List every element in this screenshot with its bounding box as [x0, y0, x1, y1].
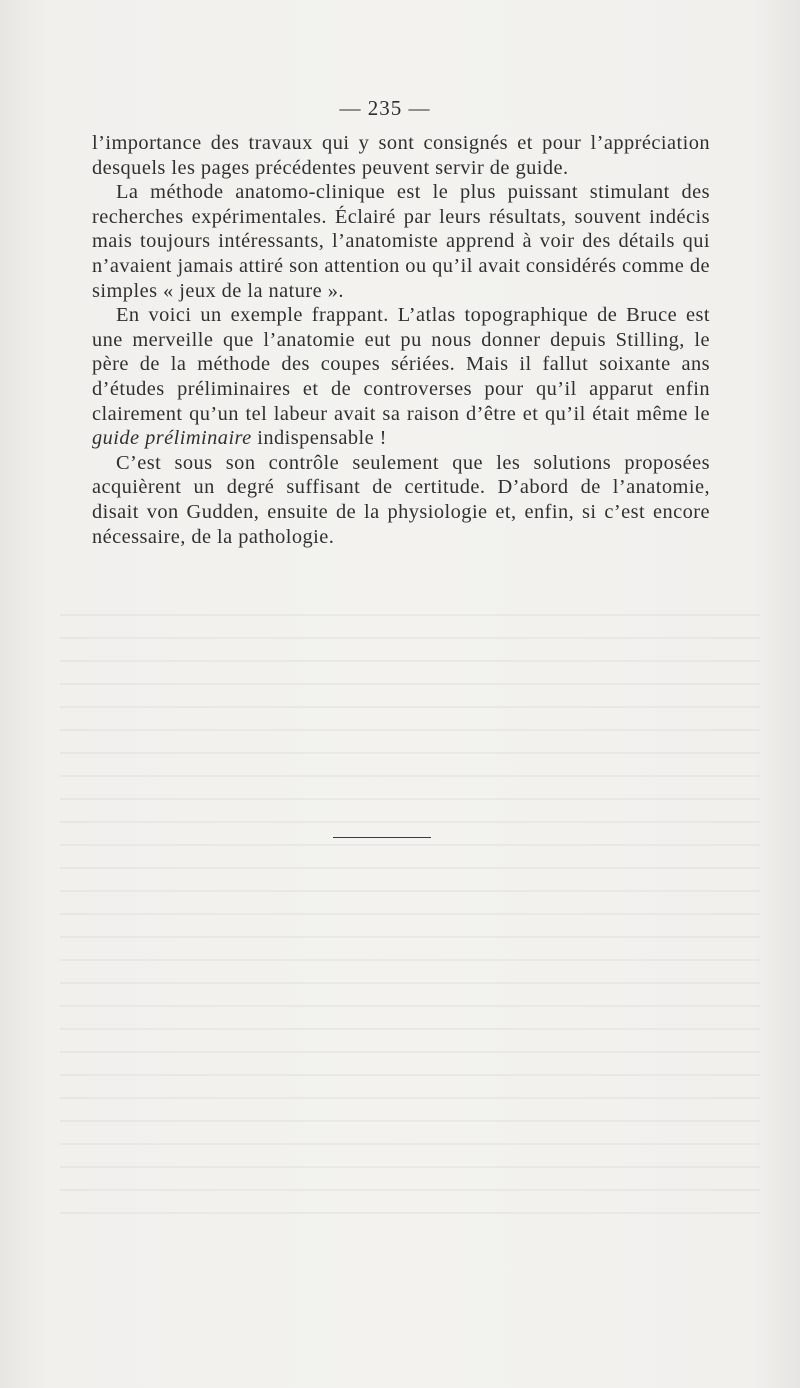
paragraph-2: La méthode anatomo-clinique est le plus puissant stimulant des recherches expérimentales. Éclairé par leurs résultats, souvent indécis mais toujours intéressants, l’anatomiste apprend à voir des détails qui n’avaient jamais attiré son attention ou qu’il avait considérés comme de simples « jeux de la nature ».: [92, 181, 710, 302]
paragraph-3: [92, 303, 710, 451]
paragraph-4: C’est sous son contrôle seulement que les solutions proposées acquièrent un degré suffisant de certitude. D’abord de l’anatomie, disait von Gudden, ensuite de la physiologie et, enfin, si c’est encore nécessaire, de la pathologie.: [92, 451, 710, 548]
italic-phrase: guide préliminaire: [92, 427, 252, 450]
body-text: [92, 131, 710, 549]
section-divider: [333, 837, 431, 838]
page-number: — 235 —: [339, 96, 431, 120]
reverse-side-show-through: [60, 600, 760, 1220]
paragraph-1: l’importance des travaux qui y sont consignés et pour l’appréciation desquels les pages précédentes peuvent servir de guide.: [92, 132, 710, 179]
paragraph-3-tail: indispensable !: [251, 427, 387, 450]
paragraph-3-text: En voici un exemple frappant. L’atlas topographique de Bruce est une merveille que l’anatomie eut pu nous donner depuis Stilling, le père de la méthode des coupes sériées. Mais il fallut soixante ans d’études préliminaires et de controverses pour qu’il apparut enfin clairement qu’un tel labeur avait sa raison d’être et qu’il était même le: [92, 304, 710, 425]
